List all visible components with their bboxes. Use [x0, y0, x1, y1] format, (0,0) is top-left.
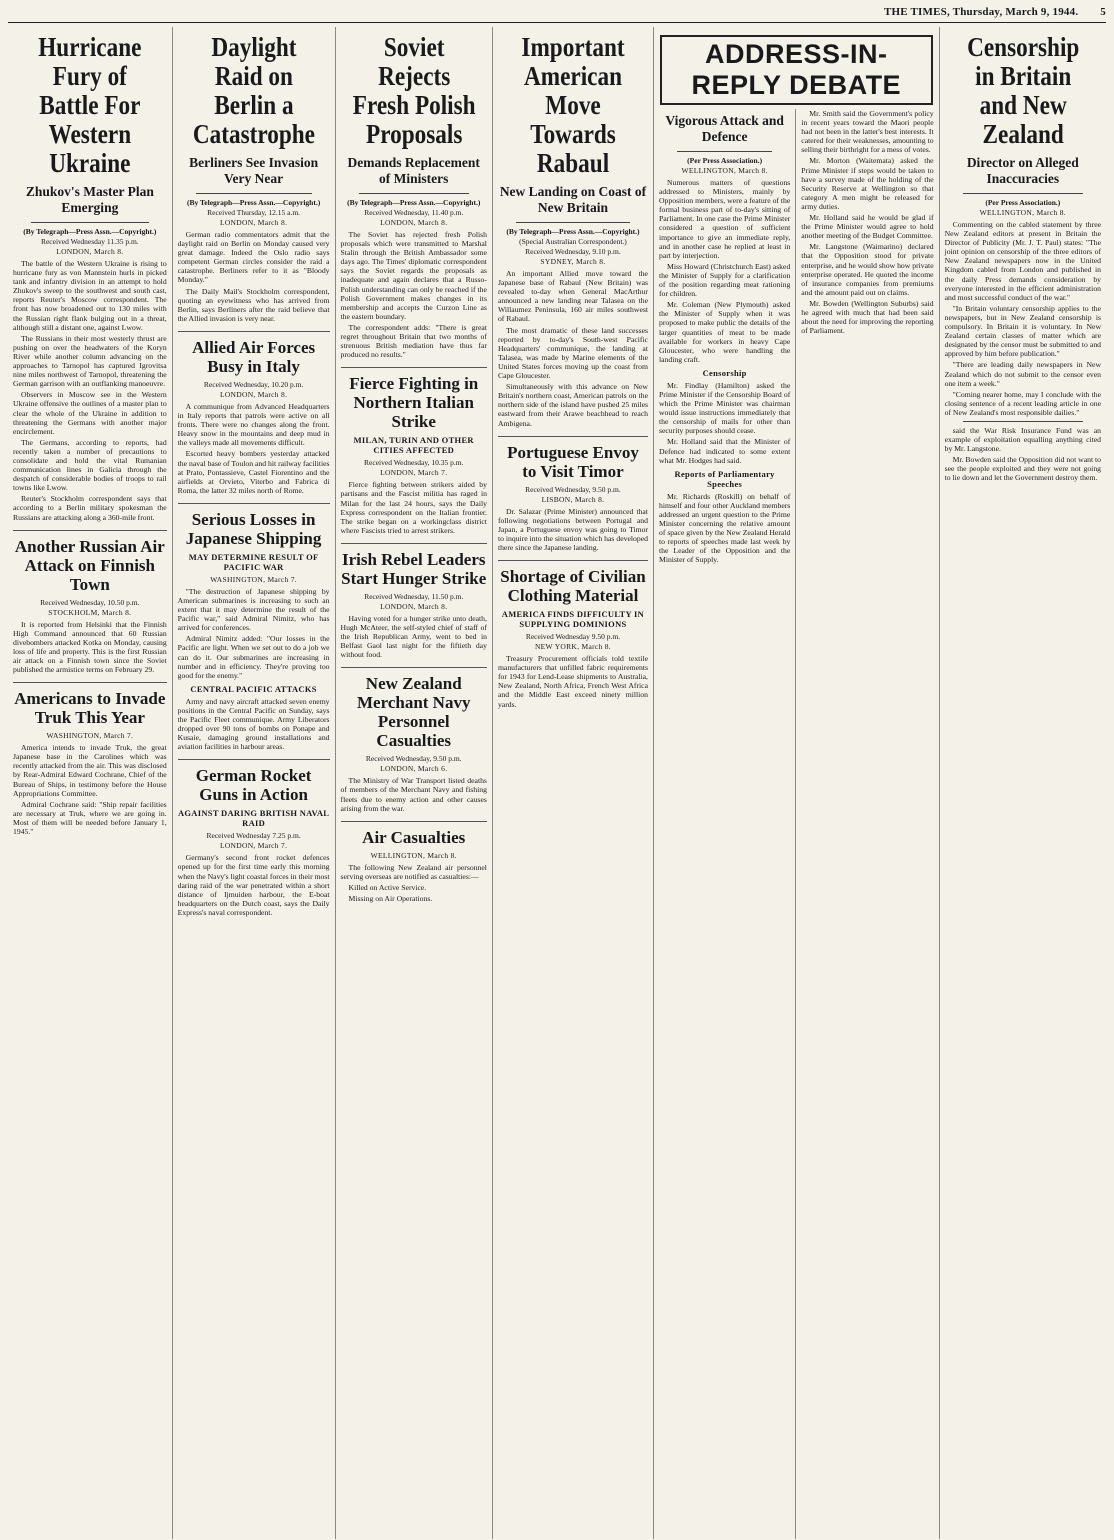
page-masthead — [8, 4, 1106, 23]
paragraph: Commenting on the cabled statement by three New Zealand editors at present in Britain the Director of Publicity (Mr. J. T. Paul) states: "The joint opinion on censorship of the three editors of New Zealand newspapers now in the United Kingdom cabled from London and published in the daily Press demands consideration by everyone interested in the efficient administration and most successful conduct of the war." — [944, 220, 1102, 302]
paragraph: said the War Risk Insurance Fund was an example of exploitation equalling anything cited by Mr. Langstone. — [944, 425, 1102, 454]
paragraph: Mr. Findlay (Hamilton) asked the Prime Minister if the Censorship Board of which the Prime Minister was chairman would issue instructions immediately that the censorship of mails for other than security purposes should cease. — [658, 380, 791, 436]
credit-line-2: (Special Australian Correspondent.) — [519, 237, 627, 246]
headline-clothing-shortage: Shortage of Civilian Clothing Material — [498, 560, 648, 605]
headline-air-casualties: Air Casualties — [341, 821, 487, 847]
received-line: Received Wednesday, 10.50 p.m. — [40, 597, 140, 607]
paragraph: The Russians in their most westerly thrust are pushing on over the headwaters of the Koryn River while another column advancing on the approaches to Tarnopol has captured Igrovitsa nine miles northwest of Tarnopol, threatening the German garrison with an outflanking manoeuvre. — [13, 333, 167, 389]
kicker-inaccuracies: Director on Alleged Inaccuracies — [966, 155, 1079, 186]
paragraph: Observers in Moscow see in the Western Ukraine offensive the outlines of a master plan to clear the whole of the Ukraine in addition to threatening the Germans with another major encirclement. — [13, 390, 167, 436]
credit-line: (By Telegraph—Press Assn.—Copyright.) — [186, 198, 321, 207]
received-line: Received Wednesday 7.25 p.m. — [206, 831, 301, 841]
paragraph: Germany's second front rocket defences opened up for the first time early this morning when the Navy's light coastal forces in their most daring raid of the war penetrated within a short distance of Ijmuiden harbour, the E-boat headquarters on the Dutch coast, says the Daily Express's naval correspondent. — [177, 853, 330, 917]
column-5-address-in-reply — [654, 27, 940, 1539]
received-line: Received Wednesday, 9.50 p.m. — [525, 484, 621, 494]
received-line: Received Wednesday 9.50 p.m. — [525, 632, 621, 642]
paragraph: The Germans, according to reports, had recently taken a number of precautions to consolidate and hold the vital Rumanian communication lines in Galicia through the despatch of considerable bodies of troops to rail towns like Lwow. — [13, 437, 167, 493]
dateline: LONDON, March 7. — [219, 841, 288, 851]
headline-merchant-navy: New Zealand Merchant Navy Personnel Casualties — [341, 667, 487, 750]
dateline: WELLINGTON, March 8. — [370, 850, 457, 860]
address-left-subcolumn — [654, 109, 796, 1539]
credit-line: (By Telegraph—Press Assn.—Copyright.) — [347, 198, 481, 207]
paragraph: Dr. Salazar (Prime Minister) announced that following negotiations between Portugal and Japan, a Portuguese envoy was going to Timor to inquire into the situation which has developed there since the Japanese landing. — [497, 506, 648, 552]
paragraph: It is reported from Helsinki that the Finnish High Command announced that 60 Russian divebombers attacked Kotka on Monday, causing loss of life and property. This is the first Russian air attack on a Finnish town since the Soviet published the armistice terms on February 29. — [13, 619, 167, 675]
paragraph: The correspondent adds: "There is great regret throughout Britain that two months of strenuous British mediation have thus far produced no results." — [340, 322, 487, 360]
dateline: LONDON, March 8. — [56, 247, 124, 256]
divider — [677, 151, 772, 152]
paragraph: Admiral Nimitz added: "Our losses in the Pacific are light. When we set out to do a job we can do it. Our submarines are increasing in number and in efficiency. They're proving too good for the enemy." — [177, 634, 330, 680]
paragraph: "Coming nearer home, may I conclude with the closing sentence of a recent leading article in one of New Zealand's most responsible dailies." — [944, 389, 1102, 417]
paragraph: Mr. Bowden (Wellington Suburbs) said he agreed with much that had been said about the need for improving the reporting of Parliament. — [801, 298, 934, 336]
paragraph: Mr. Smith said the Government's policy in recent years toward the Maori people had not been in the latter's best interests. It catered for their weaknesses, amounting to selling their birthright for a mess of votes. — [801, 109, 934, 155]
paragraph: Killed on Active Service. — [348, 882, 427, 892]
paragraph: Escorted heavy bombers yesterday attacked the naval base of Toulon and hit railway facilities at Prato, Pontassieve, Castel Fiorentino and the airfields at Orvieto, Viterbo and Fabrica di Roma, the latter 32 miles north of Rome. — [177, 449, 330, 495]
column-6 — [940, 27, 1106, 1539]
subhead-parliamentary-reports: Reports of Parliamentary Speeches — [674, 468, 775, 489]
paragraph: Mr. Langstone (Waimarino) declared that the Opposition stood for private enterprise, and he would show how private enterprise operated. He quoted the income of insurance companies from premiums and the amount paid out on claims. — [801, 242, 934, 297]
headline-italian-strike: Fierce Fighting in Northern Italian Strike — [341, 367, 487, 431]
paragraph: German radio commentators admit that the daylight raid on Berlin on Monday caused very great damage. Indeed the Oslo radio says competent German circles consider the raid a catastrophe. Berliners refer to it as "Bloody Monday." — [177, 230, 330, 285]
subhead: MAY DETERMINE RESULT OF PACIFIC WAR — [188, 551, 319, 572]
received-line: Received Wednesday, 9.10 p.m. — [525, 247, 621, 256]
dateline: NEW YORK, March 8. — [534, 642, 611, 652]
dateline: WASHINGTON, March 7. — [210, 574, 297, 584]
divider — [196, 193, 312, 194]
paragraph: Having voted for a hunger strike unto death, Hugh McAteer, the self-styled chief of staff of the Irish Republican Army, went to bed in Belfast Gaol last night for the fiftieth day without food. — [340, 613, 487, 660]
subhead: MILAN, TURIN AND OTHER CITIES AFFECTED — [353, 435, 474, 456]
paragraph: The following New Zealand air personnel serving overseas are notified as casualties:— — [340, 862, 487, 881]
kicker-berliners: Berliners See Invasion Very Near — [189, 155, 319, 186]
paragraph: A communique from Advanced Headquarters in Italy reports that patrols were active on all fronts. There were no changes along the front. Heavy snow in the mountains and deep mud in the valleys made all movements difficult. — [177, 401, 330, 448]
received-line: Received Wednesday, 10.20 p.m. — [203, 379, 304, 389]
paragraph: The Ministry of War Transport listed deaths of members of the Merchant Navy and fishing fleets due to enemy action and other causes arising from the war. — [340, 776, 487, 813]
paragraph: Mr. Coleman (New Plymouth) asked the Minister of Supply when it was proposed to make public the details of the larger quantities of meat to be made available for workers in heavy Cape Gloucester, who were handling the landing craft. — [658, 300, 791, 364]
headline-allied-air-italy: Allied Air Forces Busy in Italy — [178, 331, 330, 376]
paragraph: Numerous matters of questions addressed to Ministers, mainly by Opposition members, were a feature of the formal business part of to-day's sitting of Parliament. In one case the Prime Minister considered a question of sufficient importance to give an immediate reply, and in another case he replied at least in part by interjection. — [658, 178, 791, 260]
dateline: WELLINGTON, March 8. — [681, 166, 768, 175]
banner-address-in-reply: ADDRESS-IN-REPLY DEBATE — [660, 35, 933, 105]
headline-finnish-town: Another Russian Air Attack on Finnish Town — [13, 530, 167, 594]
received-line: Received Wednesday, 9.50 p.m. — [365, 754, 462, 764]
paragraph: Mr. Richards (Roskill) on behalf of himself and four other Auckland members addressed an urgent question to the Prime Minister concerning the relative amount of space given by the New Zealand Herald to reports of speeches made last week by the Leader of the Opposition and the Minister of Supply. — [658, 491, 791, 565]
headline-invade-truk: Americans to Invade Truk This Year — [13, 682, 167, 727]
subhead: AGAINST DARING BRITISH NAVAL RAID — [177, 808, 330, 829]
subhead-censorship: Censorship — [702, 367, 747, 378]
headline-rocket-guns: German Rocket Guns in Action — [178, 759, 330, 804]
page-number: 5 — [1100, 6, 1106, 18]
headline-daylight-raid: Daylight Raid on Berlin a Catastrophe — [192, 32, 315, 149]
dateline: LONDON, March 8. — [380, 218, 448, 227]
dateline: SYDNEY, March 8. — [540, 257, 606, 266]
paragraph: The Soviet has rejected fresh Polish proposals which were transmitted to Marshal Stalin through the British Ambassador some days ago. The Times' diplomatic correspondent says the Soviet regards the proposals as inadequate and again declares that a Russo-Polish understanding can only be reached if the Polish Government makes changes in its membership and accepts the Curzon Line as the eastern boundary. — [340, 230, 487, 321]
credit-line: (Per Press Association.) — [985, 198, 1061, 207]
credit-line: (By Telegraph—Press Assn.—Copyright.) — [506, 227, 640, 236]
paragraph: Mr. Bowden said the Opposition did not want to see the people exploited and they were not going to lie down and let the Government destroy them. — [944, 455, 1102, 483]
paragraph: Treasury Procurement officials told textile manufacturers that unfilled fabric requirements for 1943 for Lend-Lease shipments to Australia, New Zealand, North Africa, French West Africa and the Middle East exceed ninety million yards. — [497, 654, 648, 709]
dateline: LONDON, March 7. — [380, 468, 448, 478]
paragraph: Admiral Cochrane said: "Ship repair facilities are necessary at Truk, where we are going in. Most of them will be needed before January 1, 1945." — [13, 799, 167, 837]
paragraph: An important Allied move toward the Japanese base of Rabaul (New Britain) was revealed to-day when General MacArthur announced a new landing near Talasea on the Willaumez Peninsula, 160 air miles southwest of Rabaul. — [497, 269, 648, 324]
credit-line: (Per Press Association.) — [687, 156, 763, 165]
column-3 — [336, 27, 493, 1539]
paragraph: Mr. Holland said he would be glad if the Prime Minister would agree to hold another meeting of the Budget Committee. — [801, 213, 934, 241]
subhead: CENTRAL PACIFIC ATTACKS — [190, 683, 317, 694]
paragraph: The battle of the Western Ukraine is rising to hurricane fury as von Mannstein hurls in picked tank and infantry division in an attempt to hold Zhukov's sweep to the southwest and south cast, reports Reuter's Moscow correspondent. The front has now broadened out to 130 miles with the Russian right flank bulging out in a threat, although still a distant one, against Lwow. — [13, 259, 167, 332]
news-columns — [8, 27, 1106, 1539]
paragraph: "In Britain voluntary censorship applies to the newspapers, but in New Zealand censorship is compulsory. In Britain it is voluntary. In New Zealand certain classes of matter which are designated by the censor must be submitted to and approved by him before publication." — [944, 303, 1102, 359]
paragraph: "There are leading daily newspapers in New Zealand which do not submit to the censor even one item a week." — [944, 360, 1102, 388]
subhead: AMERICA FINDS DIFFICULTY IN SUPPLYING DOMINIONS — [501, 609, 645, 630]
divider — [359, 193, 469, 194]
received-line: Received Wednesday, 10.35 p.m. — [364, 458, 464, 468]
headline-japanese-shipping: Serious Losses in Japanese Shipping — [178, 503, 330, 548]
paragraph: Missing on Air Operations. — [348, 894, 433, 903]
dateline: WASHINGTON, March 7. — [46, 731, 134, 741]
kicker-ministers: Demands Replacement of Ministers — [347, 155, 480, 186]
kicker-vigorous-attack: Vigorous Attack and Defence — [665, 113, 784, 144]
dateline: LONDON, March 8. — [219, 218, 288, 227]
kicker-new-britain: New Landing on Coast of New Britain — [499, 184, 647, 215]
divider — [963, 193, 1083, 194]
dateline: WELLINGTON, March 8. — [979, 208, 1066, 217]
paragraph: Miss Howard (Christchurch East) asked the Minister of Supply for a clarification of the position regarding meat rationing for children. — [658, 261, 791, 299]
paragraph: Army and navy aircraft attacked seven enemy positions in the Central Pacific on Sunday, says the Pacific Fleet communique. Army Liberators dropped over 90 tons of bombs on Ponape and Kusaie, damaging ground installations and aviation facilities in harbour areas. — [177, 696, 330, 752]
paragraph: Mr. Morton (Waitemata) asked the Prime Minister if steps would be taken to have a survey made of the holding of the Security Reserve at Wellington so that category A men might be released for army duties. — [801, 156, 934, 211]
paragraph: The most dramatic of these land successes reported by to-day's South-west Pacific Headquarters' communique, the landing at Talasea, was made by Marine elements of the United States forces moving up the coast from Cape Gloucester. — [497, 325, 648, 381]
divider — [963, 421, 1083, 422]
headline-rabaul: Important American Move Towards Rabaul — [521, 32, 625, 178]
address-right-subcolumn — [796, 109, 938, 1539]
paragraph: The Daily Mail's Stockholm correspondent, quoting an eyewitness who has arrived from Berlin, says Berliners after the raid believe that the Allied invasion is very near. — [177, 286, 330, 323]
dateline: LONDON, March 6. — [380, 764, 448, 774]
kicker-zhukov: Zhukov's Master Plan Emerging — [25, 184, 154, 215]
paragraph: America intends to invade Truk, the great Japanese base in the Carolines which was recently attacked from the air. This was disclosed by Rear-Admiral Edward Cochrane, Chief of the Bureau of Ships, in testimony before the House Appropriations Committee. — [13, 743, 167, 798]
received-line: Received Wednesday, 11.40 p.m. — [364, 208, 464, 217]
paragraph: Reuter's Stockholm correspondent says that according to a Berlin military spokesman the Russians are attacking along a 360-mile front. — [13, 494, 167, 522]
paragraph: "The destruction of Japanese shipping by American submarines is increasing to such an extent that it may determine the result of the Pacific war," said Admiral Nimitz, who has arrived for conferences. — [177, 586, 330, 633]
headline-irish-hunger-strike: Irish Rebel Leaders Start Hunger Strike — [341, 543, 487, 588]
dateline: LONDON, March 8. — [219, 389, 288, 399]
credit-line: (By Telegraph—Press Assn.—Copyright.) — [23, 227, 157, 236]
dateline: STOCKHOLM, March 8. — [48, 607, 132, 617]
headline-censorship: Censorship in Britain and New Zealand — [966, 32, 1079, 149]
received-line: Received Thursday, 12.15 a.m. — [207, 208, 301, 217]
headline-portuguese-envoy: Portuguese Envoy to Visit Timor — [498, 436, 648, 481]
received-line: Received Wednesday, 11.50 p.m. — [364, 591, 464, 601]
headline-hurricane-fury: Hurricane Fury of Battle For Western Ukraine — [38, 32, 142, 178]
column-2 — [173, 27, 336, 1539]
paper-date-line: THE TIMES, Thursday, March 9, 1944. — [883, 6, 1079, 18]
divider — [31, 222, 149, 223]
dateline: LISBON, March 8. — [541, 494, 605, 504]
headline-soviet-rejects: Soviet Rejects Fresh Polish Proposals — [352, 32, 476, 149]
dateline: LONDON, March 8. — [380, 601, 448, 611]
column-4 — [493, 27, 654, 1539]
paragraph: Simultaneously with this advance on New Britain's northern coast, American patrols on the northern side of the island have pushed 25 miles eastward from their Arawe beachhead to reach Ambigena. — [497, 382, 648, 428]
paragraph: Fierce fighting between strikers aided by partisans and the Fascist militia has raged in Milan for the last 24 hours, says the Daily Express correspondent on the Italian frontier. The strike began on a workingclass district where Fascists tried to arrest strikers. — [340, 480, 487, 535]
column-1 — [8, 27, 173, 1539]
divider — [516, 222, 630, 223]
received-line: Received Wednesday 11.35 p.m. — [40, 237, 139, 246]
paragraph: Mr. Holland said that the Minister of Defence had indicated to some extent what Mr. Hodges had said. — [658, 437, 791, 465]
